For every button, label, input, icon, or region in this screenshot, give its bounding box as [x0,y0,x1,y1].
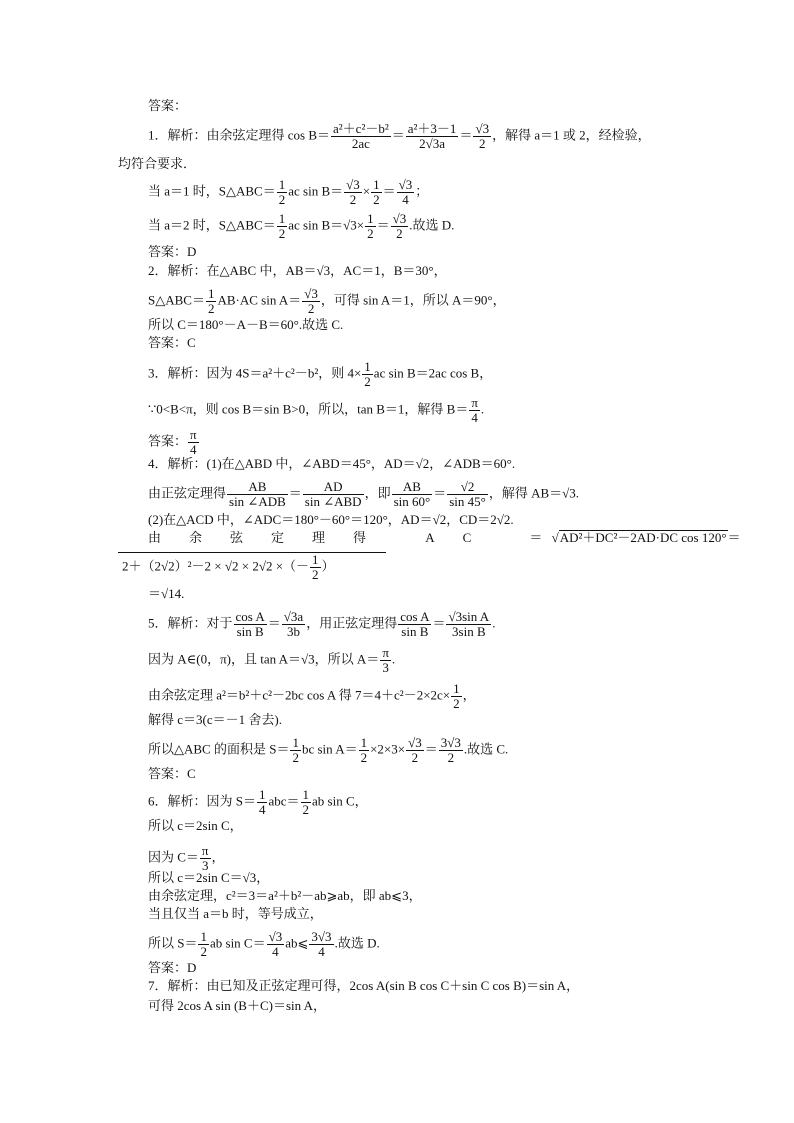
denominator: 2 [312,567,319,582]
fraction [282,610,305,639]
denominator: 2 [349,192,357,207]
text: ） [321,558,335,574]
answer-header: 答案： [148,98,188,113]
fraction [380,646,391,675]
q3-line-2 [148,396,484,425]
numerator: √3a [283,609,304,624]
denominator: 3 [201,858,209,873]
q6-line-7 [148,930,380,959]
fraction [397,178,415,207]
text: 由正弦定理得 [148,485,227,501]
q1-answer: 答案：D [148,244,197,259]
q5-answer: 答案：C [148,766,196,781]
text: × [362,183,371,199]
text: ＝ [376,217,390,233]
numerator: √3 [398,177,413,192]
text: 由余弦定理得 AC [148,530,500,545]
q4-line-6: ＝√14. [148,586,185,601]
text: ac sin B＝2ac cos B， [373,365,493,381]
denominator: 2 [200,944,207,959]
q3-line-1 [148,360,492,389]
fraction [446,610,491,639]
text: 1．解析：由余弦定理得 cos B＝ [148,127,331,143]
denominator: sin ∠ABD [304,494,362,509]
text: .故选 C. [463,741,509,757]
text: 6．解析：因为 S＝ [148,793,256,809]
q2-line-3: 所以 C＝180°－A－B＝60°.故选 C. [148,317,344,332]
text: ＝ [433,485,447,501]
denominator: 3b [286,624,300,639]
text: .故选 D. [409,217,455,233]
numerator: cos A [235,609,265,624]
text: 2＋（2√2）²－2 × √2 × 2√2 ×（－ [122,558,310,574]
denominator: 2 [302,802,310,817]
text: ×2×3× [370,741,406,757]
q6-line-2: 所以 c＝2sin C， [148,818,243,833]
text: ＝ [424,741,438,757]
denominator: 4 [272,944,279,959]
numerator: √3 [346,177,360,192]
q4-line-3: (2)在△ACD 中，∠ADC＝180°－60°＝120°，AD＝√2，CD＝2√2. [148,512,514,527]
fraction [447,480,488,509]
fraction [257,788,268,817]
fraction [206,287,217,316]
numerator: 1 [278,177,286,192]
numerator: π [382,645,389,660]
fraction [359,736,370,765]
text: 由余弦定理 a²＝b²＋c²－2bc cos A 得 7＝4＋c²－2×2c× [148,687,451,703]
denominator: 2√3a [419,136,446,151]
text: 因为 A∈(0，π)，且 tan A＝√3，所以 A＝ [148,651,380,667]
text: . [492,615,496,631]
numerator: √3 [475,121,490,136]
fraction [331,122,391,151]
text: ab sin C， [312,793,368,809]
fraction [473,122,491,151]
denominator: 2 [278,192,286,207]
q2-line-1: 2．解析：在△ABC 中，AB＝√3，AC＝1，B＝30°， [148,263,447,278]
text: abc＝ [268,793,300,809]
denominator: 2 [278,226,286,241]
numerator: 3√3 [440,735,461,750]
fraction [277,212,288,241]
fraction [344,178,362,207]
fraction [406,122,459,151]
fraction [290,736,301,765]
numerator: 1 [364,359,371,374]
text: ＝ [382,183,396,199]
numerator: √3 [304,286,318,301]
fraction [362,360,373,389]
text: ＝ [727,530,741,545]
text: . [480,401,485,417]
q1-line-3 [148,178,428,207]
q6-line-1 [148,788,368,817]
numerator: AB [392,480,433,495]
q1-line-4 [148,212,454,241]
denominator: 2 [396,226,403,241]
text: AB·AC sin A＝ [217,292,302,308]
text: ac sin B＝ [288,183,344,199]
q6-line-4: 所以 c＝2sin C＝√3， [148,870,270,885]
fraction [301,788,312,817]
denominator: 4 [471,410,478,425]
fraction [392,480,433,509]
denominator: 2 [292,750,299,765]
text: .故选 D. [334,935,380,951]
fraction [406,736,424,765]
q5-line-1 [148,610,495,639]
text: ＝ [288,485,302,501]
numerator: 1 [258,787,266,802]
q5-line-4: 解得 c＝3(c＝－1 舍去). [148,712,282,727]
numerator: 1 [278,211,286,226]
fraction [439,736,463,765]
fraction [451,682,462,711]
numerator: a²＋c²－b² [333,121,389,136]
q5-line-3 [148,682,476,711]
text: 3．解析：因为 4S＝a²＋c²－b²，则 4× [148,365,362,381]
fraction [469,396,480,425]
denominator: 4 [190,442,197,457]
denominator: 4 [258,802,266,817]
numerator: 1 [373,177,380,192]
text: ＝ [529,530,543,545]
q2-line-2 [148,287,506,316]
fraction [188,428,199,457]
numerator: √2 [447,480,488,495]
q4-line-1: 4．解析：(1)在△ABD 中，∠ABD＝45°，AD＝√2，∠ADB＝60°. [148,456,516,471]
radicand: AD²＋DC²－2AD·DC cos 120° [559,530,727,545]
q7-line-2: 可得 2cos A sin (B＋C)＝sin A， [148,998,327,1013]
denominator: 2 [364,374,371,389]
denominator: 2 [367,226,374,241]
fraction [227,480,288,509]
fraction [310,553,321,582]
text: 当 a＝2 时，S△ABC＝ [148,217,276,233]
denominator: sin B [401,624,429,639]
fraction [277,178,288,207]
fraction [398,610,431,639]
denominator: sin 45° [449,494,486,509]
fraction [302,287,320,316]
numerator: 1 [207,286,215,301]
fraction [309,930,333,959]
numerator: √3 [392,211,407,226]
text: ； [415,183,429,199]
text: 所以△ABC 的面积是 S＝ [148,741,290,757]
text: 5．解析：对于 [148,615,233,631]
q4-line-5 [118,552,386,582]
text: ，用正弦定理得 [306,615,398,631]
denominator: 2 [307,301,315,316]
text: 答案： [148,433,188,449]
denominator: sin 60° [393,494,431,509]
numerator: π [190,427,197,442]
q3-answer [148,428,200,457]
numerator: 1 [360,735,368,750]
fraction [303,480,364,509]
q6-line-6: 当且仅当 a＝b 时，等号成立， [148,906,323,921]
numerator: 1 [200,929,207,944]
text: ，解得 a＝1 或 2，经检验， [492,127,651,143]
numerator: 1 [292,735,299,750]
fraction [198,930,209,959]
numerator: π [471,395,478,410]
numerator: a²＋3－1 [407,121,457,136]
text: S△ABC＝ [148,292,205,308]
fraction [267,930,285,959]
denominator: 2 [479,136,486,151]
text: 所以 S＝ [148,935,198,951]
denominator: 2 [411,750,419,765]
fraction [371,178,382,207]
q1-line-1 [148,122,651,151]
q5-line-2 [148,646,395,675]
q6-answer: 答案：D [148,960,197,975]
numerator: 1 [453,681,460,696]
denominator: sin B [236,624,264,639]
fraction [234,610,267,639]
q4-line-2 [148,480,579,509]
text: bc sin A＝ [301,741,358,757]
denominator: 2 [360,750,368,765]
denominator: 2ac [351,136,370,151]
q4-line-4: 由余弦定理得 AC ＝ √AD²＋DC²－2AD·DC cos 120°＝ [148,530,741,545]
numerator: √3sin A [448,609,490,624]
denominator: 4 [402,192,409,207]
numerator: π [201,843,209,858]
text: 因为 C＝ [148,849,199,865]
numerator: 1 [312,552,319,567]
text: ＝ [432,615,446,631]
q6-line-5: 由余弦定理，c²＝3＝a²＋b²－ab⩾ab，即 ab⩽3， [148,888,422,903]
text: ab⩽ [285,935,309,951]
text: 当 a＝1 时，S△ABC＝ [148,183,276,199]
q1-line-2: 均符合要求． [118,156,197,171]
text: ∵0<B<π，则 cos B＝sin B>0，所以，tan B＝1，解得 B＝ [148,401,469,417]
denominator: 4 [318,944,325,959]
numerator: AB [227,480,288,495]
text: ac sin B＝√3× [288,217,365,233]
denominator: 3 [382,660,389,675]
numerator: 1 [367,211,374,226]
denominator: 2 [453,696,460,711]
numerator: AD [303,480,364,495]
text: ，即 [364,485,391,501]
denominator: sin ∠ADB [229,494,286,509]
denominator: 3sin B [452,624,486,639]
text: ＝ [459,127,473,143]
text: ， [211,849,225,865]
text: ，可得 sin A＝1，所以 A＝90°， [320,292,506,308]
denominator: 2 [373,192,380,207]
text: . [391,651,396,667]
fraction [391,212,409,241]
numerator: √3 [408,735,422,750]
q7-line-1: 7．解析：由已知及正弦定理可得，2cos A(sin B cos C＋sin C cos B)＝sin A， [148,978,580,993]
text: ab sin C＝ [209,935,266,951]
denominator: 2 [207,301,215,316]
numerator: 3√3 [311,929,332,944]
q5-line-5 [148,736,508,765]
text: ＝ [267,615,281,631]
text: ，解得 AB＝√3. [488,485,580,501]
numerator: 1 [302,787,310,802]
numerator: cos A [400,609,430,624]
text: ， [462,687,476,703]
fraction [365,212,376,241]
numerator: √3 [268,929,283,944]
text: ＝ [391,127,405,143]
q2-answer: 答案：C [148,335,196,350]
denominator: 2 [447,750,455,765]
